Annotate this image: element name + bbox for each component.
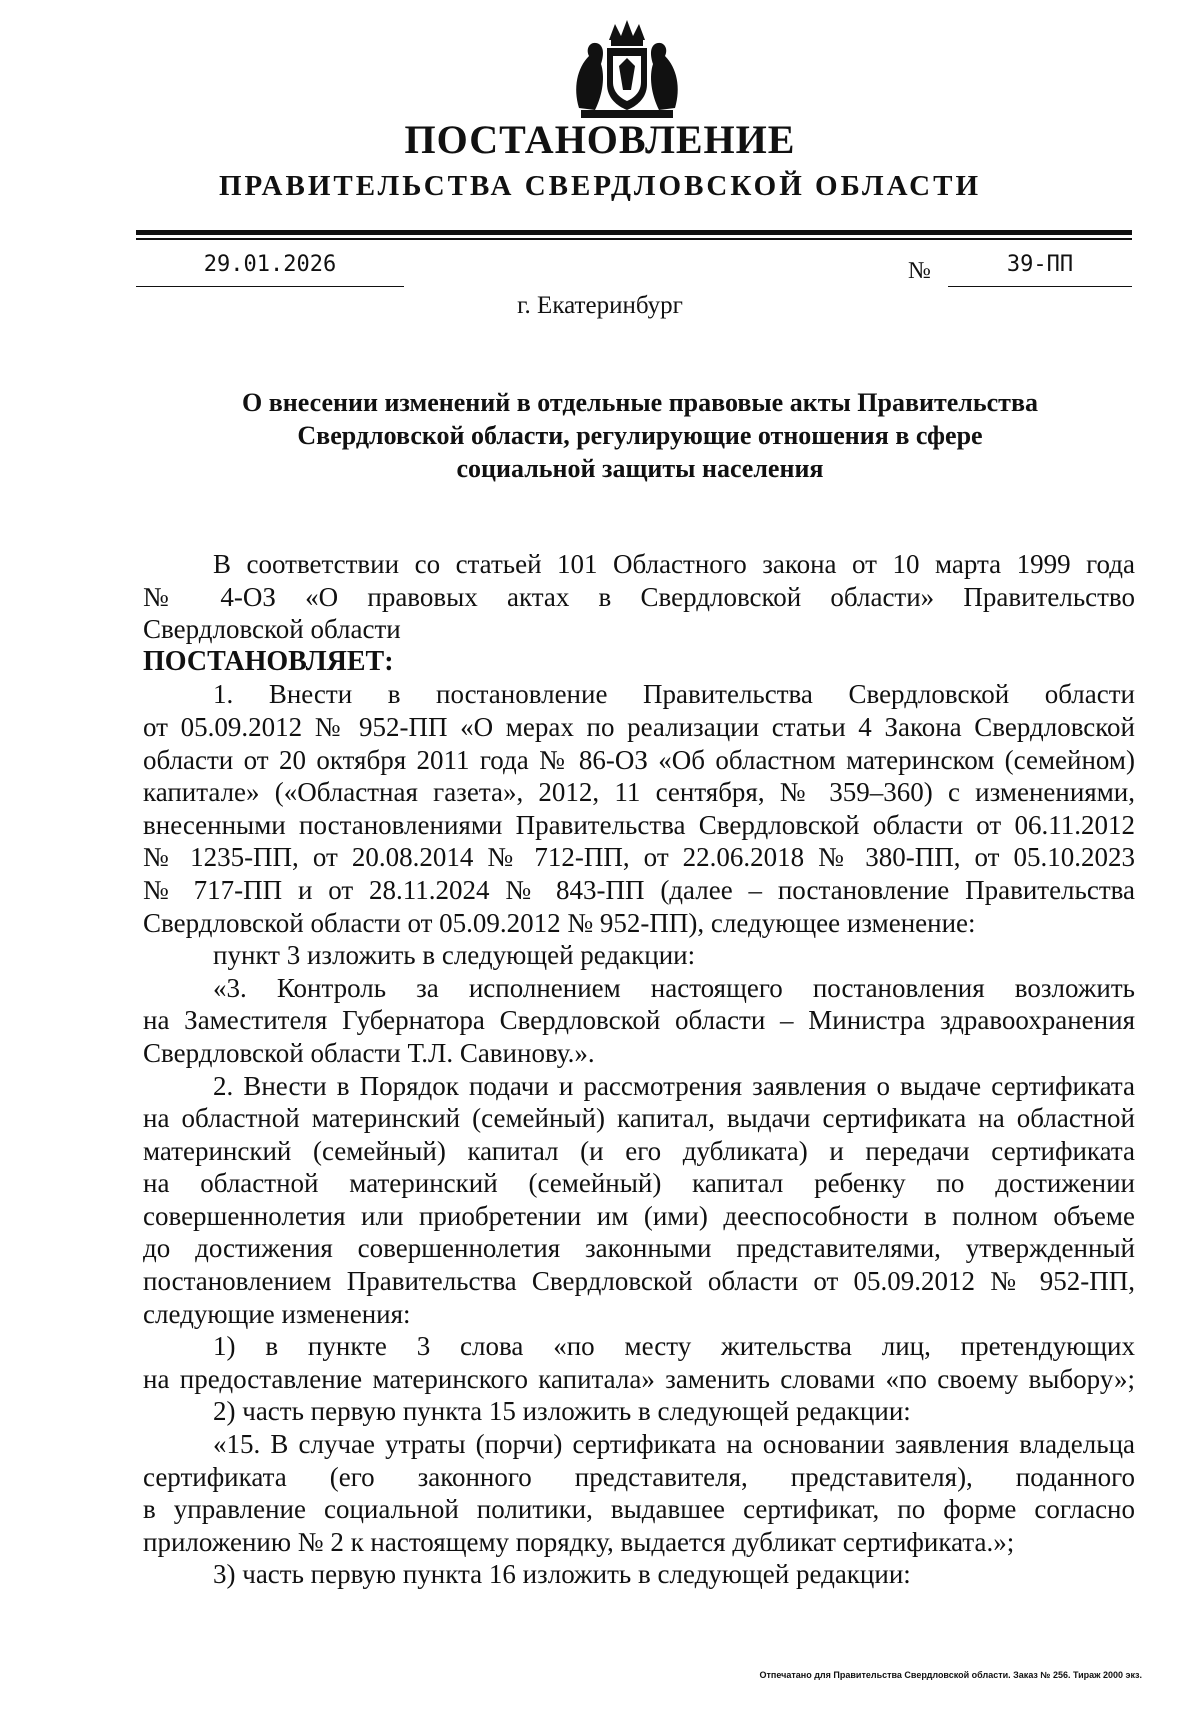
- body-line: пункт 3 изложить в следующей редакции:: [213, 940, 696, 971]
- body-line: № 4-ОЗ «О правовых актах в Свердловской области» Правительство: [143, 581, 1135, 612]
- document-title: ПОСТАНОВЛЕНИЕ: [404, 117, 796, 162]
- header-divider-thin: [136, 238, 1132, 240]
- body-line: области от 20 октября 2011 года № 86-ОЗ «Об областном материнском (семейном): [143, 744, 1135, 775]
- body-line: в управление социальной политики, выдавшее сертификат, по форме согласно: [143, 1494, 1135, 1525]
- body-line: сертификата (его законного представителя, представителя), поданного: [143, 1461, 1135, 1492]
- resolves-heading: ПОСТАНОВЛЯЕТ:: [143, 645, 394, 677]
- body-line: совершеннолетия или приобретении им (ими) дееспособности в полном объеме: [143, 1200, 1135, 1231]
- document-number: 39-ПП: [948, 252, 1132, 287]
- subject-line: Свердловской области, регулирующие отношения в сфере: [297, 421, 983, 450]
- document-city: г. Екатеринбург: [517, 292, 683, 319]
- body-line: приложению № 2 к настоящему порядку, выдается дубликат сертификата.»;: [143, 1526, 1015, 1557]
- body-line: до достижения совершеннолетия законными представителями, утвержденный: [143, 1233, 1135, 1264]
- body-line: капитале» («Областная газета», 2012, 11 сентября, № 359–360) с изменениями,: [143, 777, 1135, 808]
- number-sign: №: [908, 258, 931, 284]
- body-line: Свердловской области Т.Л. Савинову.».: [143, 1037, 595, 1068]
- subject-line: социальной защиты населения: [456, 454, 824, 483]
- body-line: Свердловской области от 05.09.2012 № 952-ПП), следующее изменение:: [143, 907, 976, 938]
- printing-note: Отпечатано для Правительства Свердловской области. Заказ № 256. Тираж 2000 экз.: [759, 1670, 1142, 1680]
- body-line: внесенными постановлениями Правительства Свердловской области от 06.11.2012: [143, 809, 1135, 840]
- body-line: на предоставление материнского капитала» заменить словами «по своему выбору»;: [143, 1363, 1135, 1394]
- issuer-name: ПРАВИТЕЛЬСТВА СВЕРДЛОВСКОЙ ОБЛАСТИ: [218, 170, 982, 202]
- body-line: 1) в пункте 3 слова «по месту жительства лиц, претендующих: [213, 1331, 1135, 1362]
- body-line: от 05.09.2012 № 952-ПП «О мерах по реализации статьи 4 Закона Свердловской: [143, 711, 1135, 742]
- header-divider-thick: [136, 230, 1132, 235]
- body-line: постановлением Правительства Свердловской области от 05.09.2012 № 952-ПП,: [143, 1266, 1135, 1297]
- body-line: 2) часть первую пункта 15 изложить в следующей редакции:: [213, 1396, 911, 1427]
- document-subject: [200, 386, 1080, 485]
- body-line: № 717-ПП и от 28.11.2024 № 843-ПП (далее – постановление Правительства: [143, 874, 1135, 905]
- body-line: 1. Внести в постановление Правительства Свердловской области: [213, 679, 1135, 710]
- document-date: 29.01.2026: [136, 252, 404, 287]
- body-line: В соответствии со статьей 101 Областного закона от 10 марта 1999 года: [213, 549, 1135, 579]
- body-line: на областной материнский (семейный) капитал ребенку по достижении: [143, 1168, 1135, 1199]
- body-line: на Заместителя Губернатора Свердловской области – Министра здравоохранения: [143, 1005, 1135, 1036]
- body-line: «15. В случае утраты (порчи) сертификата на основании заявления владельца: [213, 1429, 1135, 1460]
- body-line: Свердловской области: [143, 614, 401, 645]
- body-line: № 1235-ПП, от 20.08.2014 № 712-ПП, от 22.06.2018 № 380-ПП, от 05.10.2023: [143, 842, 1135, 873]
- body-line: на областной материнский (семейный) капитал, выдачи сертификата на областной: [143, 1103, 1135, 1134]
- body-line: следующие изменения:: [143, 1298, 411, 1329]
- document-body: [143, 548, 1135, 1591]
- body-line: 3) часть первую пункта 16 изложить в следующей редакции:: [213, 1559, 911, 1590]
- body-line: 2. Внести в Порядок подачи и рассмотрения заявления о выдаче сертификата: [213, 1070, 1135, 1101]
- body-line: материнский (семейный) капитал (и его дубликата) и передачи сертификата: [143, 1135, 1135, 1166]
- subject-line: О внесении изменений в отдельные правовые акты Правительства: [242, 388, 1038, 417]
- body-line: «3. Контроль за исполнением настоящего постановления возложить: [213, 972, 1135, 1003]
- coat-of-arms-icon: [571, 18, 683, 122]
